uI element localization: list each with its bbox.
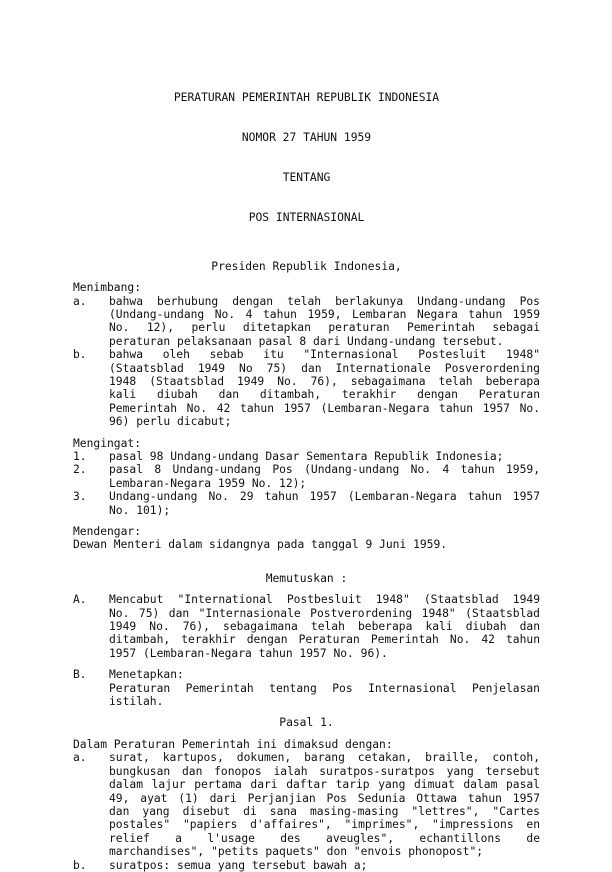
mendengar-section xyxy=(73,525,540,552)
pasal-1-heading: Pasal 1. xyxy=(279,716,334,730)
text-line: 96) perlu dicabut; xyxy=(109,415,232,429)
text-line: Lembaran-Negara 1959 No. 12); xyxy=(109,476,307,490)
text-line: No. 12), perlu ditetapkan peraturan Pemerintah sebagai xyxy=(109,321,540,335)
title-line: NOMOR 27 TAHUN 1959 xyxy=(241,131,372,145)
text-line: kali diubah dan ditambah, terakhir dengan Peraturan xyxy=(109,388,540,402)
text-line: Mencabut "International Postbesluit 1948" (Staatsblad 1949 xyxy=(109,593,540,607)
text-line: marchandises", "petits paquets" don "envois phonopost"; xyxy=(109,845,484,859)
title-line: PERATURAN PEMERINTAH REPUBLIK INDONESIA xyxy=(173,90,440,104)
list-item xyxy=(73,348,540,428)
menimbang-section xyxy=(73,281,540,428)
text-line: Peraturan Pemerintah tentang Pos Internasional Penjelasan xyxy=(109,681,540,695)
title-line: TENTANG xyxy=(282,171,331,185)
text-line: peraturan pelaksanaan pasal 8 dari Undang-undang tersebut. xyxy=(109,334,504,348)
item-marker: A. xyxy=(73,593,87,607)
text-line: 49, ayat (1) dari Perjanjian Pos Sedunia Ottawa tahun 1957 xyxy=(109,791,540,805)
item-marker: b. xyxy=(73,858,87,872)
text-line: (Undang-undang No. 4 tahun 1959, Lembaran Negara tahun 1959 xyxy=(109,307,540,321)
memutuskan-heading: Memutuskan : xyxy=(265,571,348,585)
text-line: pasal 8 Undang-undang Pos (Undang-undang No. 4 tahun 1959, xyxy=(109,463,540,477)
text-line: bahwa oleh sebab itu "Internasional Postesluit 1948" xyxy=(109,348,540,362)
list-item xyxy=(73,490,540,517)
list-item xyxy=(73,295,540,349)
item-marker: 3. xyxy=(73,490,87,504)
list-item xyxy=(73,463,540,490)
text-line: bahwa berhubung dengan telah berlakunya Undang-undang Pos xyxy=(109,294,540,308)
text-line: 1949 No. 76), sebagaimana telah beberapa kali diubah dan xyxy=(109,620,540,634)
text-line: suratpos: semua yang tersebut bawah a; xyxy=(109,858,368,872)
list-item xyxy=(73,450,540,463)
text-line: pasal 98 Undang-undang Dasar Sementara Republik Indonesia; xyxy=(109,449,504,463)
text-line: surat, kartupos, dokumen, barang cetakan, braille, contoh, xyxy=(109,751,540,765)
list-item xyxy=(73,859,540,872)
president-line: Presiden Republik Indonesia, xyxy=(211,259,402,273)
item-marker: a. xyxy=(73,294,87,308)
pasal-1-section xyxy=(73,738,540,872)
section-heading: Mendengar: xyxy=(73,525,142,538)
text-line: 1957 (Lembaran-Negara tahun 1957 No. 96). xyxy=(109,646,388,660)
list-item xyxy=(73,593,540,660)
text-line: dan yang disebut di sana masing-masing "lettres", "Cartes xyxy=(109,804,540,818)
memutuskan-item-b xyxy=(73,668,540,708)
list-item xyxy=(73,668,540,708)
document-page xyxy=(73,64,540,872)
text-line: (Staatsblad 1949 No 75) dan Internationale Posverordening xyxy=(109,361,540,375)
pasal-intro: Dalam Peraturan Pemerintah ini dimaksud dengan: xyxy=(73,737,393,751)
text-line: dalam lajur pertama dari daftar tarip yang dimuat dalam pasal xyxy=(109,778,540,792)
title-line: POS INTERNASIONAL xyxy=(248,211,365,225)
section-heading: Menimbang: xyxy=(73,281,142,295)
document-title xyxy=(73,64,540,252)
item-marker: b. xyxy=(73,348,87,362)
item-marker: B. xyxy=(73,668,87,682)
section-heading: Mengingat: xyxy=(73,436,142,450)
item-marker: 1. xyxy=(73,449,87,463)
memutuskan-item-a xyxy=(73,593,540,660)
text-line: relief a l'usage des aveugles", echantillons de xyxy=(109,831,540,845)
list-item xyxy=(73,751,540,858)
text-line: 1948 (Staatsblad 1949 No. 76), sebagaimana telah beberapa xyxy=(109,374,540,388)
text-line: Pemerintah No. 42 tahun 1957 (Lembaran-Negara tahun 1957 No. xyxy=(109,401,540,415)
mengingat-section xyxy=(73,437,540,517)
text-line: bungkusan dan fonopos ialah suratpos-suratpos yang tersebut xyxy=(109,764,540,778)
text-line: No. 101); xyxy=(109,503,171,517)
item-marker: a. xyxy=(73,751,87,765)
text-line: No. 75) dan "Internasionale Postverordening 1948" (Staatsblad xyxy=(109,606,540,620)
item-marker: 2. xyxy=(73,463,87,477)
text-line: Menetapkan: xyxy=(109,668,184,682)
mendengar-text: Dewan Menteri dalam sidangnya pada tanggal 9 Juni 1959. xyxy=(73,538,448,552)
text-line: Undang-undang No. 29 tahun 1957 (Lembaran-Negara tahun 1957 xyxy=(109,490,540,504)
text-line: postales" "papiers d'affaires", "imprimes", "impressions en xyxy=(109,818,540,832)
text-line: istilah. xyxy=(109,695,164,709)
text-line: ditambah, terakhir dengan Peraturan Pemerintah No. 42 tahun xyxy=(109,633,540,647)
